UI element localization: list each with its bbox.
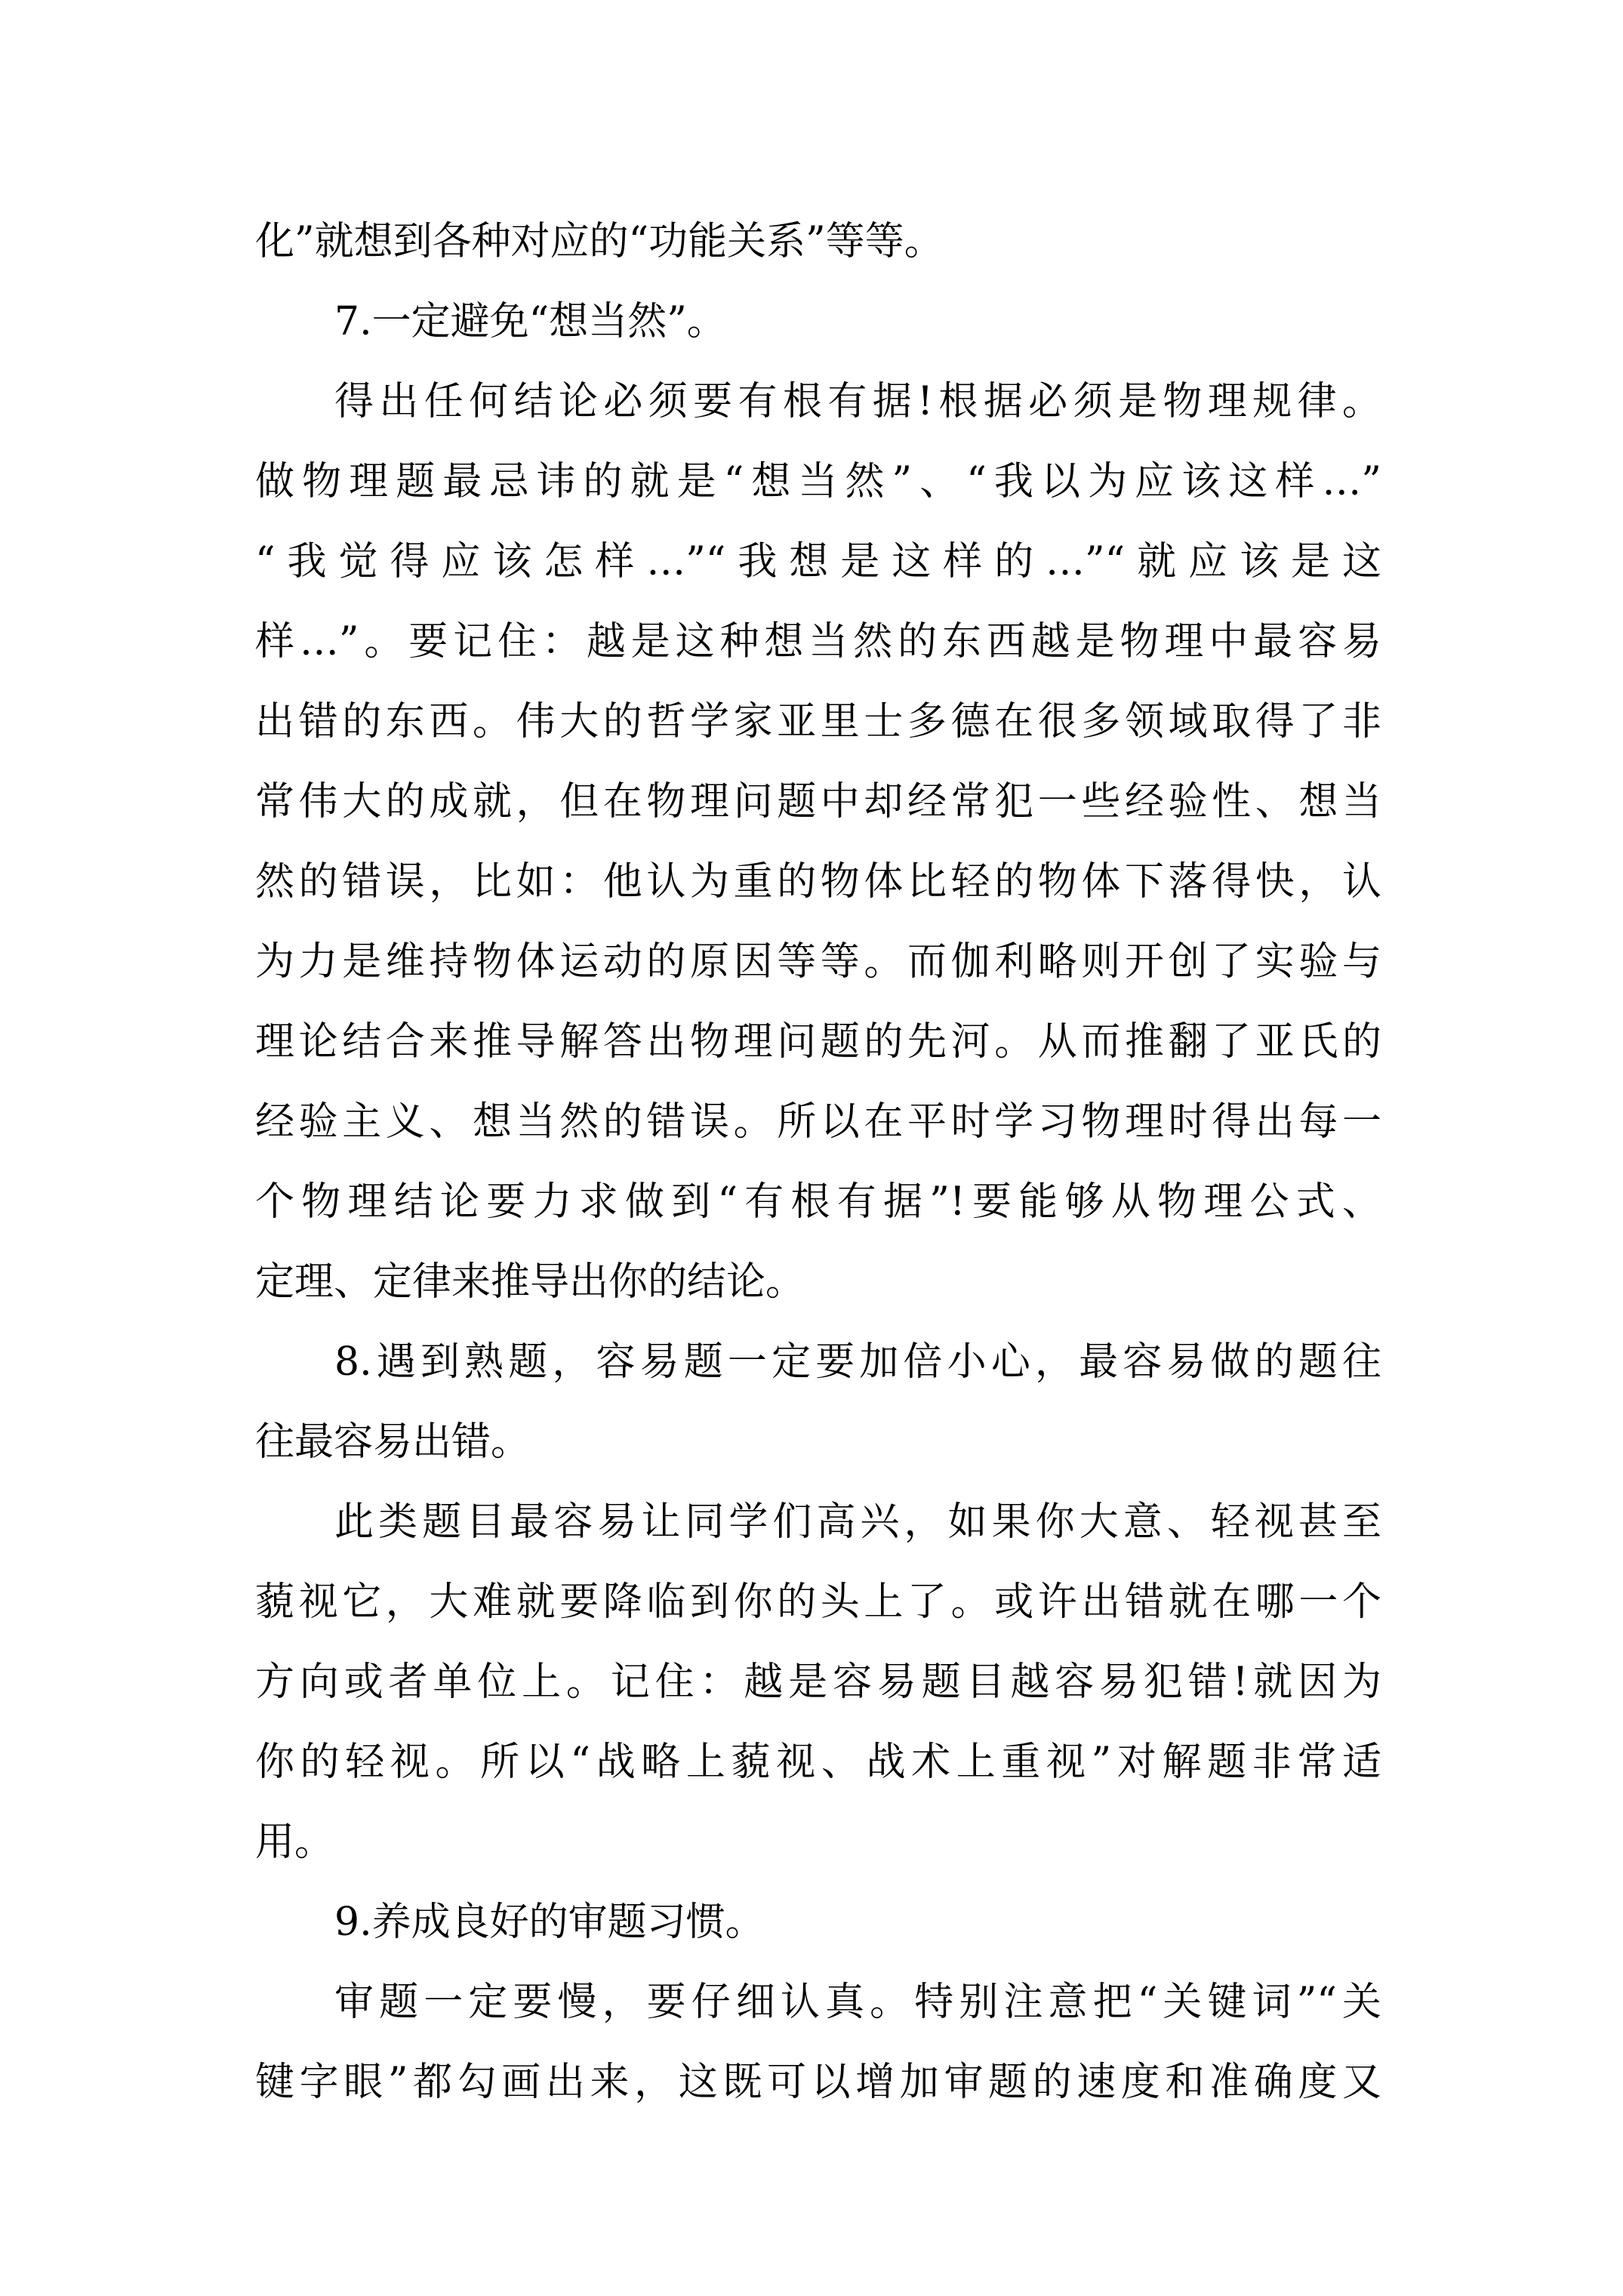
text-line-18: 藐视它，大难就要降临到你的头上了。或许出错就在哪一个	[255, 1579, 1381, 1625]
text-line-6: 样…”。要记住：越是这种想当然的东西越是物理中最容易	[255, 619, 1381, 664]
text-line-3: 得出任何结论必须要有根有据!根据必须是物理规律。	[334, 379, 1381, 424]
text-line-20: 你的轻视。所以“战略上藐视、战术上重视”对解题非常适	[255, 1740, 1381, 1785]
text-line-4: 做物理题最忌讳的就是“想当然”、“我以为应该这样…”	[255, 459, 1381, 504]
text-line-23: 审题一定要慢，要仔细认真。特别注意把“关键词”“关	[334, 1980, 1381, 2025]
text-line-9: 然的错误，比如：他认为重的物体比轻的物体下落得快，认	[255, 859, 1381, 905]
text-line-10: 为力是维持物体运动的原因等等。而伽利略则开创了实验与	[255, 939, 1381, 985]
heading-item-7: 7.一定避免“想当然”。	[334, 299, 726, 344]
text-line-24: 键字眼”都勾画出来，这既可以增加审题的速度和准确度又	[255, 2060, 1381, 2105]
text-line-19: 方向或者单位上。记住：越是容易题目越容易犯错!就因为	[255, 1660, 1381, 1705]
text-line-12: 经验主义、想当然的错误。所以在平时学习物理时得出每一	[255, 1099, 1381, 1145]
text-line-17: 此类题目最容易让同学们高兴，如果你大意、轻视甚至	[334, 1499, 1381, 1545]
heading-item-8: 8.遇到熟题，容易题一定要加倍小心，最容易做的题往	[334, 1339, 1381, 1385]
text-line-7: 出错的东西。伟大的哲学家亚里士多德在很多领域取得了非	[255, 699, 1381, 744]
text-line-14: 定理、定律来推导出你的结论。	[255, 1259, 805, 1305]
heading-item-9: 9.养成良好的审题习惯。	[334, 1900, 765, 1945]
text-line-13: 个物理结论要力求做到“有根有据”!要能够从物理公式、	[255, 1179, 1381, 1225]
text-line-5: “我觉得应该怎样…”“我想是这样的…”“就应该是这	[255, 539, 1381, 584]
text-line-21: 用。	[255, 1820, 334, 1865]
text-line-8: 常伟大的成就，但在物理问题中却经常犯一些经验性、想当	[255, 779, 1381, 824]
text-line-11: 理论结合来推导解答出物理问题的先河。从而推翻了亚氏的	[255, 1019, 1381, 1065]
text-line-16: 往最容易出错。	[255, 1419, 531, 1465]
text-line-1: 化”就想到各种对应的“功能关系”等等。	[255, 219, 944, 264]
